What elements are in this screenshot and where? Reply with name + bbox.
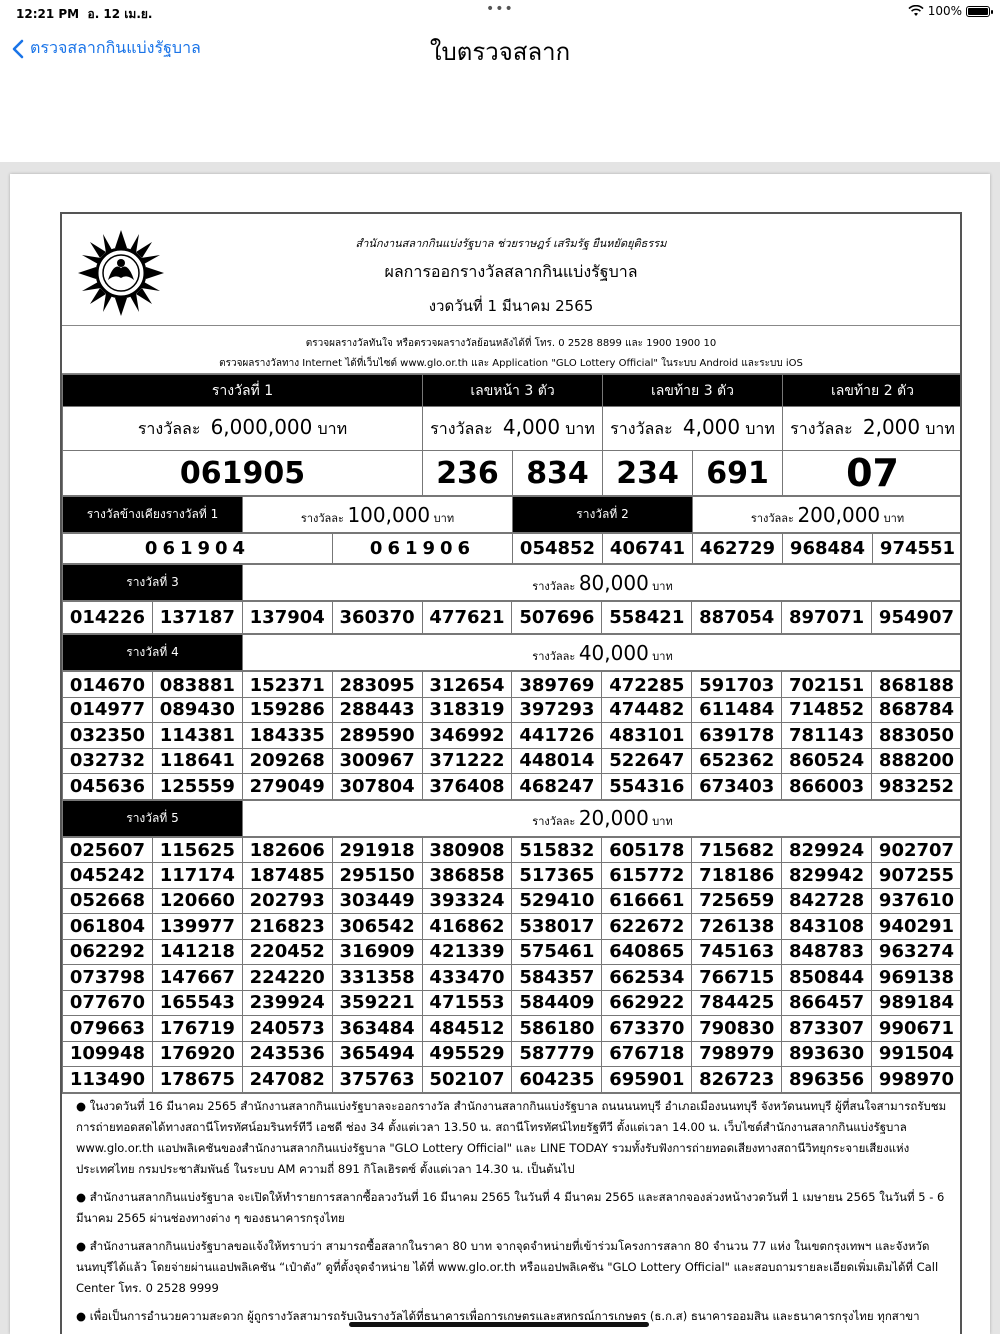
prize5-number: 375763 (332, 1067, 422, 1093)
prize2-number: 968484 (783, 534, 873, 564)
status-bar (0, 0, 1000, 24)
prize4-number: 118641 (152, 748, 242, 774)
prize4-number: 300967 (332, 748, 422, 774)
prize4-number: 883050 (872, 723, 962, 749)
prize4-number: 159286 (242, 697, 332, 723)
prize4-number: 014977 (63, 697, 153, 723)
prize5-number: 216823 (242, 914, 332, 940)
prize5-number: 538017 (512, 914, 602, 940)
prize3-number: 137187 (152, 602, 242, 634)
prize5-row (63, 965, 962, 991)
back3-label: เลขท้าย 3 ตัว (603, 375, 783, 407)
prize5-number: 990671 (872, 1016, 962, 1042)
info-line-phone: ตรวจผลรางวัลทันใจ หรือตรวจผลรางวัลย้อนหลังได้ที่ โทร. 0 2528 8899 และ 1900 1900 10 (305, 338, 717, 349)
prize4-number: 279049 (242, 774, 332, 800)
header-slogan: สำนักงานสลากกินแบ่งรัฐบาล ช่วยราษฎร์ เสริมรัฐ ยืนหยัดยุติธรรม (355, 237, 667, 250)
prize4-number: 152371 (242, 672, 332, 698)
prize4-row (63, 774, 962, 800)
prize5-number: 113490 (63, 1067, 153, 1093)
front3-number: 834 (513, 451, 603, 496)
prize5-number: 079663 (63, 1016, 153, 1042)
prize5-label: รางวัลที่ 5 (63, 800, 243, 836)
prize4-number: 014670 (63, 672, 153, 698)
prize5-row (63, 837, 962, 863)
prize5-row (63, 990, 962, 1016)
multitask-dots-icon[interactable]: ••• (486, 1, 514, 17)
prize5-number: 421339 (422, 939, 512, 965)
prize5-number: 718186 (692, 863, 782, 889)
prize4-number: 288443 (332, 697, 422, 723)
prize5-number: 991504 (872, 1041, 962, 1067)
document-page (10, 174, 990, 1334)
prize5-number: 243536 (242, 1041, 332, 1067)
back3-amount: รางวัลละ 4,000 บาท (603, 407, 783, 451)
prize5-numbers (62, 837, 962, 1093)
prize4-number: 522647 (602, 748, 692, 774)
prize5-number: 848783 (782, 939, 872, 965)
prize5-number: 866457 (782, 990, 872, 1016)
prize5-number: 187485 (242, 863, 332, 889)
prize4-number: 045636 (63, 774, 153, 800)
prize4-number: 376408 (422, 774, 512, 800)
prize4-number: 673403 (692, 774, 782, 800)
prize4-number: 032350 (63, 723, 153, 749)
prize5-number: 695901 (602, 1067, 692, 1093)
prize3-number: 897071 (782, 602, 872, 634)
prize3-number: 360370 (332, 602, 422, 634)
prize5-table (62, 800, 962, 837)
prize5-number: 386858 (422, 863, 512, 889)
prize5-number: 989184 (872, 990, 962, 1016)
note-paragraph: ● ในงวดวันที่ 16 มีนาคม 2565 สำนักงานสลากกินแบ่งรัฐบาลจะออกรางวัล สำนักงานสลากกินแบ่งรัฐบาล ถนนนนทบุรี อำเภอเมืองนนทบุรี จังหวัดนนทบุรี ผู้ที่สนใจสามารถรับชมการถ่ายทอดสดได้ทางสถานีโทรทัศน์อมรินทร์ทีวี เอชดี ช่อง 34 ตั้งแต่เวลา 13.50 น. สถานีโทรทัศน์ไทยรัฐทีวี ตั้งแต่เวลา 14.00 น. เว็บไซต์สำนักงานสลากกินแบ่งรัฐบาล www.glo.or.th แอปพลิเคชันของสำนักงานสลากกินแบ่งรัฐบาล "GLO Lottery Official" และ LINE TODAY รวมทั้งรับฟังการถ่ายทอดเสียงทางสถานีวิทยุกระจายเสียงแห่งประเทศไทย กรมประชาสัมพันธ์ ในระบบ AM ความถี่ 891 กิโลเฮิรตซ์ ตั้งแต่เวลา 14.30 น. เป็นต้นไป (76, 1098, 947, 1176)
prize5-number: 726138 (692, 914, 782, 940)
prize5-number: 291918 (332, 837, 422, 863)
prize3-number: 477621 (422, 602, 512, 634)
near-and-prize2-table (62, 496, 962, 533)
prize4-number: 860524 (782, 748, 872, 774)
prize5-number: 073798 (63, 965, 153, 991)
prize4-table (62, 634, 962, 671)
prize4-number: 472285 (602, 672, 692, 698)
prize5-number: 495529 (422, 1041, 512, 1067)
prize5-number: 224220 (242, 965, 332, 991)
prize5-number: 416862 (422, 914, 512, 940)
prize4-number: 868188 (872, 672, 962, 698)
prize5-number: 316909 (332, 939, 422, 965)
back2-amount: รางวัลละ 2,000 บาท (783, 407, 962, 451)
prize4-row (63, 672, 962, 698)
prize2-number: 406741 (603, 534, 693, 564)
prize4-number: 868784 (872, 697, 962, 723)
wifi-icon (908, 5, 924, 17)
prize4-number: 346992 (422, 723, 512, 749)
back3-number: 691 (693, 451, 783, 496)
prize5-number: 896356 (782, 1067, 872, 1093)
near-number: 061904 (63, 534, 333, 564)
header-title: ผลการออกรางวัลสลากกินแบ่งรัฐบาล (384, 262, 638, 281)
prize5-number: 587779 (512, 1041, 602, 1067)
prize5-number: 790830 (692, 1016, 782, 1042)
prize5-number: 584409 (512, 990, 602, 1016)
prize4-number: 483101 (602, 723, 692, 749)
prize4-number: 032732 (63, 748, 153, 774)
prize5-number: 202793 (242, 888, 332, 914)
sheet-header (62, 214, 960, 326)
prize5-number: 471553 (422, 990, 512, 1016)
prize3-numbers (62, 601, 962, 634)
prize2-number: 974551 (873, 534, 963, 564)
back2-label: เลขท้าย 2 ตัว (783, 375, 962, 407)
prize5-number: 584357 (512, 965, 602, 991)
prize5-number: 182606 (242, 837, 332, 863)
lottery-result-sheet (60, 212, 962, 1334)
prize4-number: 389769 (512, 672, 602, 698)
prize4-number: 283095 (332, 672, 422, 698)
prize4-number: 441726 (512, 723, 602, 749)
prize1-amount: รางวัลละ 6,000,000 บาท (63, 407, 423, 451)
prize5-number: 937610 (872, 888, 962, 914)
prize5-number: 393324 (422, 888, 512, 914)
note-paragraph: ● สำนักงานสลากกินแบ่งรัฐบาล จะเปิดให้ทำรายการสลากซื้อลวงวันที่ 16 มีนาคม 2565 ในวันที่ 4 มีนาคม 2565 และสลากจองล่วงหน้างวดวันที่ 1 เมษายน 2565 ในวันที่ 5 - 6 มีนาคม 2565 ผ่านช่องทางต่าง ๆ ของธนาคารกรุงไทย (76, 1189, 945, 1225)
prize4-row (63, 697, 962, 723)
prize5-number: 826723 (692, 1067, 782, 1093)
navigation-bar (0, 26, 1000, 70)
prize5-number: 120660 (152, 888, 242, 914)
prize4-number: 468247 (512, 774, 602, 800)
prize5-number: 303449 (332, 888, 422, 914)
prize5-number: 622672 (602, 914, 692, 940)
prize4-numbers (62, 671, 962, 800)
prize5-number: 902707 (872, 837, 962, 863)
prize3-number: 507696 (512, 602, 602, 634)
prize4-number: 554316 (602, 774, 692, 800)
prize4-number: 371222 (422, 748, 512, 774)
prize1-number: 061905 (63, 451, 423, 496)
prize5-number: 963274 (872, 939, 962, 965)
prize4-number: 611484 (692, 697, 782, 723)
prize5-number: 784425 (692, 990, 782, 1016)
prize5-number: 615772 (602, 863, 692, 889)
prize4-label: รางวัลที่ 4 (63, 635, 243, 671)
prize4-number: 307804 (332, 774, 422, 800)
prize2-amount: รางวัลละ 200,000 บาท (693, 497, 962, 533)
prize5-number: 605178 (602, 837, 692, 863)
prize2-number: 462729 (693, 534, 783, 564)
prize5-row (63, 914, 962, 940)
prize5-number: 045242 (63, 863, 153, 889)
prize5-number: 117174 (152, 863, 242, 889)
prize5-number: 306542 (332, 914, 422, 940)
note-paragraph: ● สำนักงานสลากกินแบ่งรัฐบาลขอแจ้งให้ทราบว่า สามารถซื้อสลากในราคา 80 บาท จากจุดจำหน่ายที่เข้าร่วมโครงการสลาก 80 จำนวน 77 แห่ง ในเขตกรุงเทพฯ และจังหวัดนนทบุรีได้แล้ว โดยจ่ายผ่านแอปพลิเคชัน “เป๋าตัง” ดูที่ตั้งจุดจำหน่าย ได้ที่ www.glo.or.th หรือแอปพลิเคชัน "GLO Lottery Official" และสอบถามรายละเอียดเพิ่มเติมได้ที่ Call Center โทร. 0 2528 9999 (76, 1238, 939, 1295)
prize5-number: 907255 (872, 863, 962, 889)
prize5-number: 969138 (872, 965, 962, 991)
header-draw-date: งวดวันที่ 1 มีนาคม 2565 (428, 297, 594, 315)
prize5-number: 517365 (512, 863, 602, 889)
prize4-number: 781143 (782, 723, 872, 749)
prize5-number: 873307 (782, 1016, 872, 1042)
prize5-row (63, 1041, 962, 1067)
prize5-amount: รางวัลละ 20,000 บาท (243, 800, 963, 836)
prize3-table (62, 564, 962, 601)
prize4-number: 289590 (332, 723, 422, 749)
prize5-row (63, 1067, 962, 1093)
prize2-number: 054852 (513, 534, 603, 564)
prize4-amount: รางวัลละ 40,000 บาท (243, 635, 963, 671)
prize3-amount: รางวัลละ 80,000 บาท (243, 565, 963, 601)
prize5-row (63, 939, 962, 965)
home-indicator[interactable] (349, 1322, 649, 1327)
prize5-number: 766715 (692, 965, 782, 991)
prize3-number: 137904 (242, 602, 332, 634)
prize5-number: 893630 (782, 1041, 872, 1067)
prize5-number: 502107 (422, 1067, 512, 1093)
prize1-label: รางวัลที่ 1 (63, 375, 423, 407)
prize5-number: 829942 (782, 863, 872, 889)
prize4-number: 089430 (152, 697, 242, 723)
prize5-number: 829924 (782, 837, 872, 863)
prize4-number: 312654 (422, 672, 512, 698)
prize4-number: 397293 (512, 697, 602, 723)
prize3-label: รางวัลที่ 3 (63, 565, 243, 601)
prize4-number: 888200 (872, 748, 962, 774)
prize3-number: 954907 (872, 602, 962, 634)
info-line-web: ตรวจผลรางวัลทาง Internet ได้ที่เว็บไซต์ www.glo.or.th และ Application "GLO Lottery Official" ในระบบ Android และระบบ iOS (219, 358, 803, 369)
prize5-number: 176920 (152, 1041, 242, 1067)
near-and-prize2-numbers (62, 533, 962, 564)
prize5-number: 052668 (63, 888, 153, 914)
prize5-number: 147667 (152, 965, 242, 991)
status-time: 12:21 PM อ. 12 เม.ย. (16, 7, 153, 21)
prize5-number: 359221 (332, 990, 422, 1016)
prize4-number: 714852 (782, 697, 872, 723)
prize5-number: 604235 (512, 1067, 602, 1093)
prize5-number: 662922 (602, 990, 692, 1016)
prize5-number: 940291 (872, 914, 962, 940)
front3-number: 236 (423, 451, 513, 496)
prize4-number: 702151 (782, 672, 872, 698)
prize5-number: 365494 (332, 1041, 422, 1067)
prize5-number: 220452 (242, 939, 332, 965)
prize5-number: 843108 (782, 914, 872, 940)
prize5-number: 295150 (332, 863, 422, 889)
note-paragraph: ● เพื่อเป็นการอำนวยความสะดวก ผู้ถูกรางวัลสามารถรับเงินรางวัลได้ที่ธนาคารเพื่อการเกษตรและสหกรณ์การเกษตร (ธ.ก.ส) ธนาคารออมสิน และธนาคารกรุงไทย ทุกสาขา (76, 1308, 920, 1323)
prize3-number: 558421 (602, 602, 692, 634)
prize4-number: 983252 (872, 774, 962, 800)
info-block (62, 326, 960, 374)
prize5-number: 575461 (512, 939, 602, 965)
prize5-number: 077670 (63, 990, 153, 1016)
prize4-number: 125559 (152, 774, 242, 800)
back-label: ตรวจสลากกินแบ่งรัฐบาล (30, 38, 201, 57)
prize4-number: 652362 (692, 748, 782, 774)
prize5-row (63, 863, 962, 889)
battery-icon (966, 6, 990, 17)
prize4-row (63, 723, 962, 749)
prize4-number: 318319 (422, 697, 512, 723)
prize4-number: 184335 (242, 723, 332, 749)
notes-section (62, 1093, 960, 1327)
prize5-number: 331358 (332, 965, 422, 991)
prize5-number: 640865 (602, 939, 692, 965)
prize5-number: 998970 (872, 1067, 962, 1093)
prize5-number: 586180 (512, 1016, 602, 1042)
front3-amount: รางวัลละ 4,000 บาท (423, 407, 603, 451)
prize5-number: 109948 (63, 1041, 153, 1067)
prize5-number: 725659 (692, 888, 782, 914)
prize5-number: 141218 (152, 939, 242, 965)
document-viewer[interactable] (0, 162, 1000, 1334)
prize5-number: 165543 (152, 990, 242, 1016)
prize5-number: 433470 (422, 965, 512, 991)
prize5-number: 062292 (63, 939, 153, 965)
prize5-number: 673370 (602, 1016, 692, 1042)
prize5-number: 239924 (242, 990, 332, 1016)
prize5-number: 178675 (152, 1067, 242, 1093)
status-right (908, 4, 990, 18)
prize5-number: 025607 (63, 837, 153, 863)
prize5-number: 842728 (782, 888, 872, 914)
prize5-number: 115625 (152, 837, 242, 863)
prize5-number: 676718 (602, 1041, 692, 1067)
prize2-label: รางวัลที่ 2 (513, 497, 693, 533)
prize4-number: 474482 (602, 697, 692, 723)
prize5-number: 715682 (692, 837, 782, 863)
prize5-number: 745163 (692, 939, 782, 965)
prize5-row (63, 888, 962, 914)
battery-percent: 100% (927, 4, 962, 18)
prize4-number: 114381 (152, 723, 242, 749)
prize5-number: 484512 (422, 1016, 512, 1042)
prize5-number: 380908 (422, 837, 512, 863)
prize5-number: 529410 (512, 888, 602, 914)
prize4-number: 209268 (242, 748, 332, 774)
prize5-number: 176719 (152, 1016, 242, 1042)
front3-label: เลขหน้า 3 ตัว (423, 375, 603, 407)
prize5-number: 798979 (692, 1041, 782, 1067)
prize5-number: 662534 (602, 965, 692, 991)
prize4-number: 866003 (782, 774, 872, 800)
prize5-number: 247082 (242, 1067, 332, 1093)
prize4-number: 639178 (692, 723, 782, 749)
prize5-number: 616661 (602, 888, 692, 914)
prize4-number: 591703 (692, 672, 782, 698)
prize5-number: 515832 (512, 837, 602, 863)
back2-number: 07 (783, 451, 962, 496)
prize5-row (63, 1016, 962, 1042)
near-number: 061906 (333, 534, 513, 564)
prize3-number: 887054 (692, 602, 782, 634)
prize3-number: 014226 (63, 602, 153, 634)
prize5-number: 061804 (63, 914, 153, 940)
page-title: ใบตรวจสลาก (429, 38, 571, 66)
near-label: รางวัลข้างเคียงรางวัลที่ 1 (63, 497, 243, 533)
prize5-number: 240573 (242, 1016, 332, 1042)
prize4-row (63, 748, 962, 774)
prize5-number: 363484 (332, 1016, 422, 1042)
prize5-number: 139977 (152, 914, 242, 940)
prize4-number: 448014 (512, 748, 602, 774)
prize5-number: 850844 (782, 965, 872, 991)
back3-number: 234 (603, 451, 693, 496)
top-prizes-table (62, 374, 962, 496)
prize4-number: 083881 (152, 672, 242, 698)
near-amount: รางวัลละ 100,000 บาท (243, 497, 513, 533)
